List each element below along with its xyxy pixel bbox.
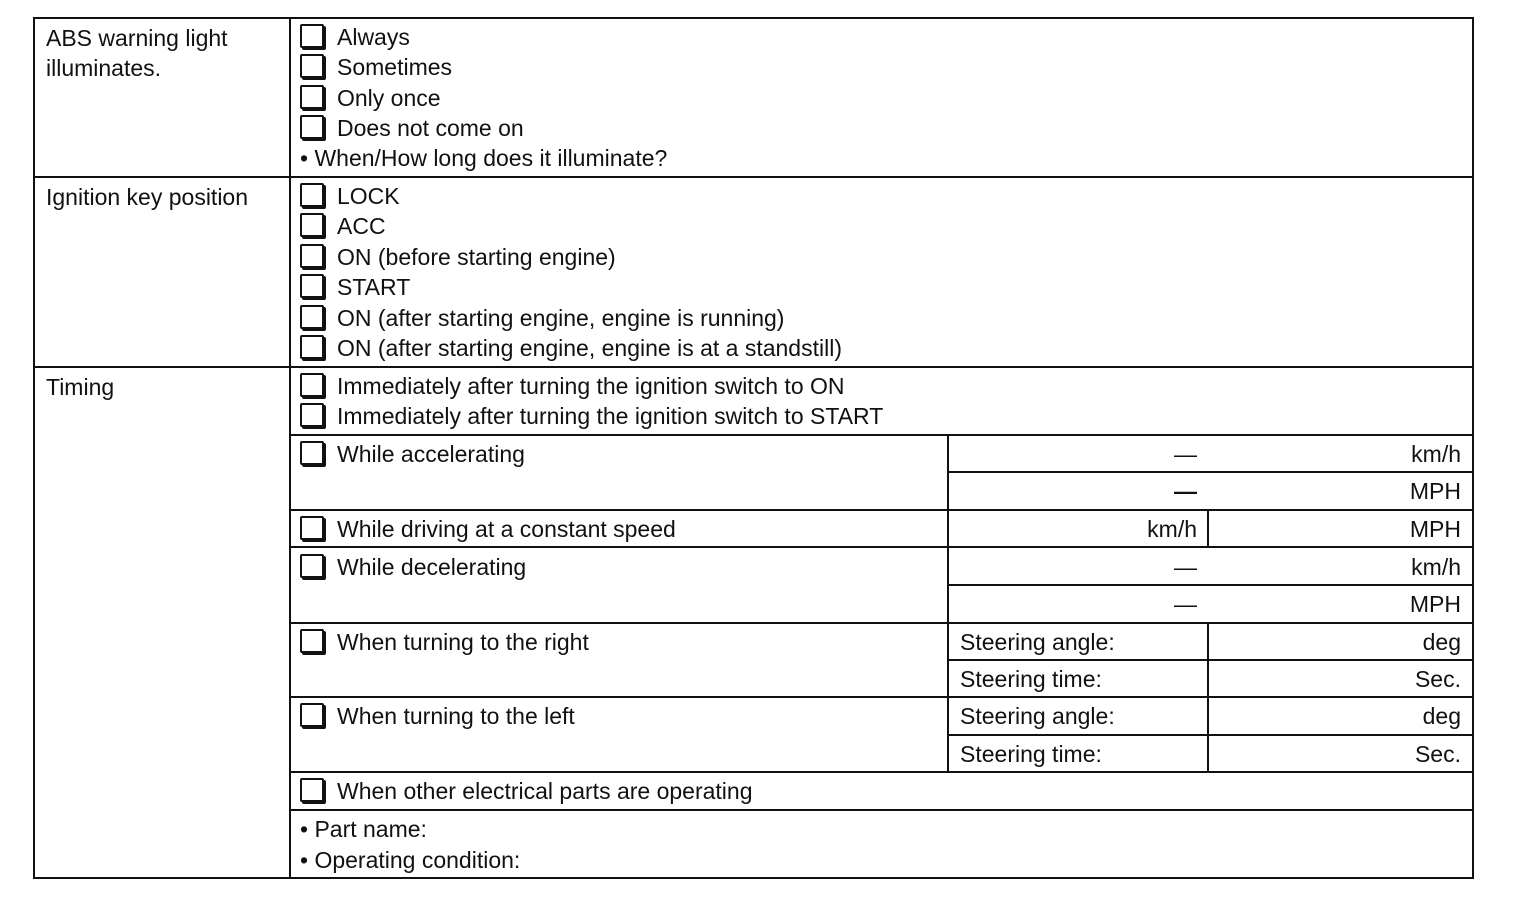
timing-divider-7 bbox=[289, 809, 1474, 811]
checkbox-icon[interactable] bbox=[300, 213, 324, 237]
decel-mph-unit: MPH bbox=[1409, 591, 1461, 617]
checkbox-icon[interactable] bbox=[300, 335, 324, 359]
steering-unit-divider bbox=[1207, 622, 1209, 773]
checkbox-icon[interactable] bbox=[300, 373, 324, 397]
part-name-field: • Part name: bbox=[300, 816, 427, 842]
ignition-label: Ignition key position bbox=[46, 184, 249, 210]
border-top bbox=[33, 17, 1474, 19]
timing-option-electrical-parts[interactable] bbox=[300, 776, 753, 806]
checkbox-icon[interactable] bbox=[300, 554, 324, 578]
option-label: Does not come on bbox=[337, 114, 524, 141]
accel-mph-dash: — bbox=[1174, 478, 1197, 504]
timing-divider-6 bbox=[289, 771, 1474, 773]
timing-option-ign-on[interactable] bbox=[300, 371, 845, 401]
checkbox-icon[interactable] bbox=[300, 629, 324, 653]
checkbox-icon[interactable] bbox=[300, 403, 324, 427]
ignition-option-start[interactable] bbox=[300, 272, 410, 302]
option-label: Sometimes bbox=[337, 53, 453, 80]
option-label: ON (after starting engine, engine is running) bbox=[337, 304, 785, 331]
checkbox-icon[interactable] bbox=[300, 244, 324, 268]
option-label: Always bbox=[337, 23, 410, 50]
checkbox-icon[interactable] bbox=[300, 85, 324, 109]
checkbox-icon[interactable] bbox=[300, 24, 324, 48]
timing-option-accelerating[interactable] bbox=[300, 439, 525, 469]
checkbox-icon[interactable] bbox=[300, 183, 324, 207]
timing-divider-1 bbox=[289, 434, 1474, 436]
border-bottom bbox=[33, 877, 1474, 879]
accel-kmh-unit: km/h bbox=[1411, 441, 1461, 467]
abs-option-always[interactable] bbox=[300, 22, 410, 52]
left-steering-time-label: Steering time: bbox=[960, 741, 1102, 767]
accel-mph-unit: MPH bbox=[1409, 478, 1461, 504]
checkbox-icon[interactable] bbox=[300, 115, 324, 139]
timing-divider-5 bbox=[289, 696, 1474, 698]
constant-mph-unit: MPH bbox=[1409, 516, 1461, 542]
abs-option-does-not-come-on[interactable] bbox=[300, 113, 524, 143]
option-label: While decelerating bbox=[337, 553, 527, 580]
border-left bbox=[33, 17, 35, 879]
diagnostic-worksheet bbox=[33, 17, 1474, 879]
checkbox-icon[interactable] bbox=[300, 516, 324, 540]
checkbox-icon[interactable] bbox=[300, 54, 324, 78]
ignition-option-on-standstill[interactable] bbox=[300, 333, 842, 363]
option-label: Immediately after turning the ignition switch to START bbox=[337, 402, 884, 429]
divider-ignition-timing bbox=[33, 366, 1474, 368]
timing-option-turn-right[interactable] bbox=[300, 627, 589, 657]
option-label: ACC bbox=[337, 212, 386, 239]
constant-kmh-unit: km/h bbox=[1147, 516, 1197, 542]
divider-abs-ignition bbox=[33, 176, 1474, 178]
timing-divider-3 bbox=[289, 546, 1474, 548]
right-steering-angle-unit: deg bbox=[1422, 629, 1461, 655]
option-label: When turning to the left bbox=[337, 702, 575, 729]
ignition-option-on-running[interactable] bbox=[300, 303, 784, 333]
checkbox-icon[interactable] bbox=[300, 778, 324, 802]
right-steering-time-label: Steering time: bbox=[960, 666, 1102, 692]
timing-divider-4 bbox=[289, 622, 1474, 624]
timing-option-decelerating[interactable] bbox=[300, 552, 526, 582]
label-column-divider bbox=[289, 17, 291, 879]
option-label: When other electrical parts are operating bbox=[337, 777, 753, 804]
option-label: ON (before starting engine) bbox=[337, 243, 616, 270]
ignition-option-lock[interactable] bbox=[300, 181, 400, 211]
timing-divider-2 bbox=[289, 509, 1474, 511]
option-label: LOCK bbox=[337, 182, 400, 209]
abs-warning-label: ABS warning light illuminates. bbox=[46, 25, 228, 81]
option-label: START bbox=[337, 273, 411, 300]
decel-mph-dash: — bbox=[1174, 591, 1197, 617]
checkbox-icon[interactable] bbox=[300, 305, 324, 329]
option-label: ON (after starting engine, engine is at a standstill) bbox=[337, 334, 842, 361]
checkbox-icon[interactable] bbox=[300, 274, 324, 298]
checkbox-icon[interactable] bbox=[300, 441, 324, 465]
left-steering-time-unit: Sec. bbox=[1414, 741, 1461, 767]
constant-unit-divider bbox=[1207, 509, 1209, 548]
left-steering-angle-label: Steering angle: bbox=[960, 703, 1115, 729]
ignition-option-acc[interactable] bbox=[300, 211, 386, 241]
operating-condition-field: • Operating condition: bbox=[300, 847, 521, 873]
abs-option-only-once[interactable] bbox=[300, 83, 441, 113]
right-steering-angle-label: Steering angle: bbox=[960, 629, 1115, 655]
option-label: Immediately after turning the ignition switch to ON bbox=[337, 372, 845, 399]
decel-kmh-unit: km/h bbox=[1411, 554, 1461, 580]
option-label: While driving at a constant speed bbox=[337, 515, 676, 542]
accel-kmh-dash: — bbox=[1174, 441, 1197, 467]
checkbox-icon[interactable] bbox=[300, 703, 324, 727]
decel-kmh-dash: — bbox=[1174, 554, 1197, 580]
abs-option-sometimes[interactable] bbox=[300, 52, 452, 82]
abs-when-note: • When/How long does it illuminate? bbox=[300, 145, 668, 171]
left-steering-angle-unit: deg bbox=[1422, 703, 1461, 729]
timing-value-divider bbox=[947, 434, 949, 773]
right-steering-time-unit: Sec. bbox=[1414, 666, 1461, 692]
option-label: When turning to the right bbox=[337, 628, 589, 655]
ignition-option-on-before[interactable] bbox=[300, 242, 616, 272]
timing-option-constant-speed[interactable] bbox=[300, 514, 676, 544]
option-label: While accelerating bbox=[337, 440, 525, 467]
timing-option-ign-start[interactable] bbox=[300, 401, 883, 431]
timing-option-turn-left[interactable] bbox=[300, 701, 575, 731]
option-label: Only once bbox=[337, 84, 441, 111]
border-right bbox=[1472, 17, 1474, 879]
timing-label: Timing bbox=[46, 374, 115, 400]
